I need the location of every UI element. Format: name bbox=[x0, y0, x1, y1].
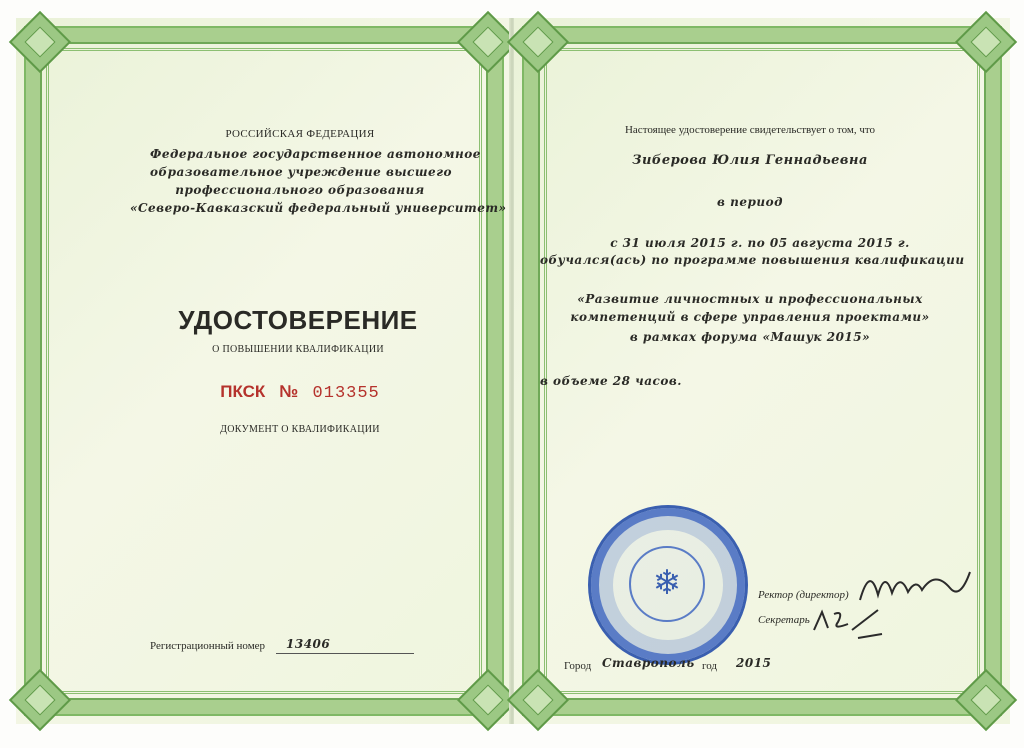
secretary-signature-icon bbox=[808, 600, 888, 644]
left-inner-border bbox=[46, 48, 507, 694]
city-value: Ставрополь bbox=[602, 656, 695, 670]
rector-label: Ректор (директор) bbox=[758, 589, 849, 601]
institution-line-3: профессионального образования bbox=[175, 183, 425, 197]
left-page bbox=[16, 18, 512, 724]
number-sign: № bbox=[279, 382, 299, 401]
registration-number: 13406 bbox=[286, 637, 331, 651]
city-label: Город bbox=[564, 660, 592, 672]
institution-name: «Северо-Кавказский федеральный университет» bbox=[130, 201, 507, 215]
eagle-emblem-icon: ❄ bbox=[629, 546, 705, 622]
series-code: ПКСК bbox=[220, 382, 266, 401]
program-name-line-3: в рамках форума «Машук 2015» bbox=[629, 330, 871, 344]
document-type: ДОКУМЕНТ О КВАЛИФИКАЦИИ bbox=[220, 424, 380, 435]
country-header: РОССИЙСКАЯ ФЕДЕРАЦИЯ bbox=[225, 128, 375, 140]
document-subtitle: О ПОВЫШЕНИИ КВАЛИФИКАЦИИ bbox=[212, 344, 384, 355]
holder-full-name: Зиберова Юлия Геннадьевна bbox=[632, 153, 868, 168]
seal-stamp-icon bbox=[588, 505, 748, 665]
program-intro: обучался(ась) по программе повышения квалификации bbox=[540, 253, 965, 267]
document-title: УДОСТОВЕРЕНИЕ bbox=[178, 305, 418, 335]
document-number: 013355 bbox=[312, 384, 380, 403]
year-value: 2015 bbox=[736, 656, 772, 670]
registration-label: Регистрационный номер bbox=[150, 640, 266, 652]
program-name-line-1: «Развитие личностных и профессиональных bbox=[577, 292, 923, 306]
certificate-intro: Настоящее удостоверение свидетельствует о том, что bbox=[624, 124, 876, 136]
year-label: год bbox=[702, 660, 718, 672]
institution-line-2: образовательное учреждение высшего bbox=[150, 165, 452, 179]
secretary-label: Секретарь bbox=[758, 614, 810, 626]
period-label: в период bbox=[717, 195, 783, 209]
registration-line bbox=[276, 653, 414, 654]
institution-line-1: Федеральное государственное автономное bbox=[150, 147, 481, 161]
period-dates: с 31 июля 2015 г. по 05 августа 2015 г. bbox=[610, 236, 910, 250]
program-name-line-2: компетенций в сфере управления проектами» bbox=[570, 310, 930, 324]
series-number bbox=[170, 382, 430, 403]
study-volume: в объеме 28 часов. bbox=[540, 374, 682, 388]
